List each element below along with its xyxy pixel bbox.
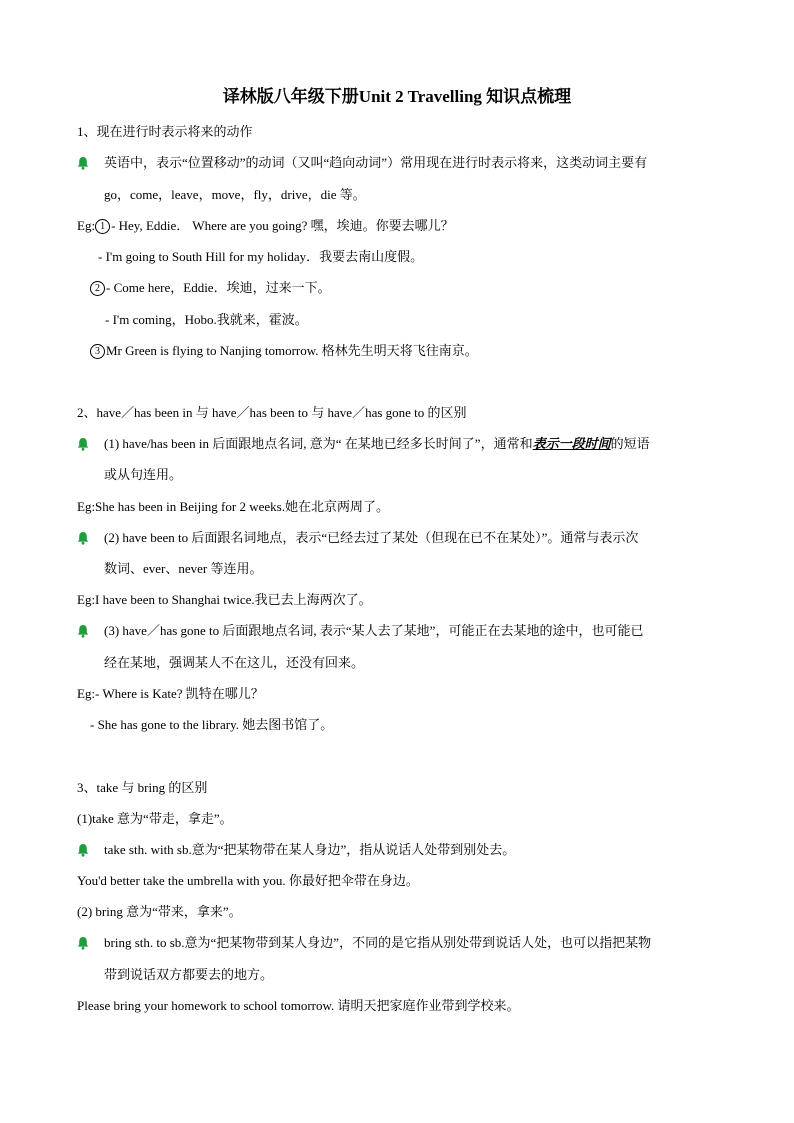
circled-number-1: 1 — [95, 219, 110, 234]
bell-icon — [77, 437, 89, 451]
s2-bullet-1-line-1: (1) have/has been in 后面跟地点名词, 意为“ 在某地已经多长时间了”，通常和表示一段时间的短语 — [104, 436, 650, 451]
emphasis-text: 表示一段时间 — [532, 436, 611, 451]
s3-bullet-2-line-1: bring sth. to sb.意为“把某物带到某人身边”，不同的是它指从别处带到说话人处，也可以指把某物 — [104, 935, 652, 950]
s1-example-1a: Eg: 1 - Hey, Eddie． Where are you going? 嘿，埃迪。你要去哪儿？ — [77, 218, 454, 233]
s1-example-2a: 2 - Come here，Eddie．埃迪，过来一下。 — [90, 279, 331, 297]
section-2-heading: 2、have／has been in 与 have／has been to 与 have／has gone to 的区别 — [77, 405, 467, 420]
s3-example-2: Please bring your homework to school tomorrow. 请明天把家庭作业带到学校来。 — [77, 998, 520, 1013]
bell-icon — [77, 156, 89, 170]
bring-definition: (2) bring 意为“带来，拿来”。 — [77, 904, 242, 919]
s3-bullet-2-line-2: 带到说话双方都要去的地方。 — [104, 967, 274, 982]
section-1-heading: 1、现在进行时表示将来的动作 — [77, 124, 253, 139]
s3-bullet-1: take sth. with sb.意为“把某物带在某人身边”，指从说话人处带到别处去。 — [104, 842, 516, 857]
circled-number-2: 2 — [90, 281, 105, 296]
s2-bullet-2-line-2: 数词、ever、never 等连用。 — [104, 561, 263, 576]
bell-icon — [77, 843, 89, 857]
s1-example-1b: - I'm going to South Hill for my holiday．我要去南山度假。 — [98, 249, 424, 264]
bell-icon — [77, 531, 89, 545]
s3-example-1: You'd better take the umbrella with you. 你最好把伞带在身边。 — [77, 873, 419, 888]
s2-example-2: Eg:I have been to Shanghai twice.我已去上海两次了。 — [77, 592, 372, 607]
bell-icon — [77, 936, 89, 950]
s2-example-3b: - She has gone to the library. 她去图书馆了。 — [90, 717, 334, 732]
s2-bullet-3-line-1: (3) have／has gone to 后面跟地点名词, 表示“某人去了某地”，可能正在去某地的途中，也可能已 — [104, 623, 644, 638]
circled-number-3: 3 — [90, 344, 105, 359]
s1-bullet-1-line-2: go，come，leave，move，fly，drive，die 等。 — [104, 187, 366, 202]
s2-bullet-2-line-1: (2) have been to 后面跟名词地点，表示“已经去过了某处（但现在已不在某处）”。通常与表示次 — [104, 530, 639, 545]
s2-bullet-1-line-2: 或从句连用。 — [104, 467, 183, 482]
s1-bullet-1-line-1: 英语中，表示“位置移动”的动词（又叫“趋向动词”）常用现在进行时表示将来，这类动词主要有 — [104, 155, 648, 170]
s1-example-3: 3 Mr Green is flying to Nanjing tomorrow. 格林先生明天将飞往南京。 — [90, 342, 478, 360]
take-definition: (1)take 意为“带走，拿走”。 — [77, 811, 233, 826]
s2-example-1: Eg:She has been in Beijing for 2 weeks.她在北京两周了。 — [77, 499, 389, 514]
s2-example-3a: Eg:- Where is Kate? 凯特在哪儿？ — [77, 686, 264, 701]
bell-icon — [77, 624, 89, 638]
s1-example-2b: - I'm coming，Hobo.我就来，霍波。 — [105, 312, 308, 327]
s2-bullet-3-line-2: 经在某地，强调某人不在这儿，还没有回来。 — [104, 655, 365, 670]
page-title: 译林版八年级下册Unit 2 Travelling 知识点梳理 — [222, 87, 572, 106]
section-3-heading: 3、take 与 bring 的区别 — [77, 780, 208, 795]
